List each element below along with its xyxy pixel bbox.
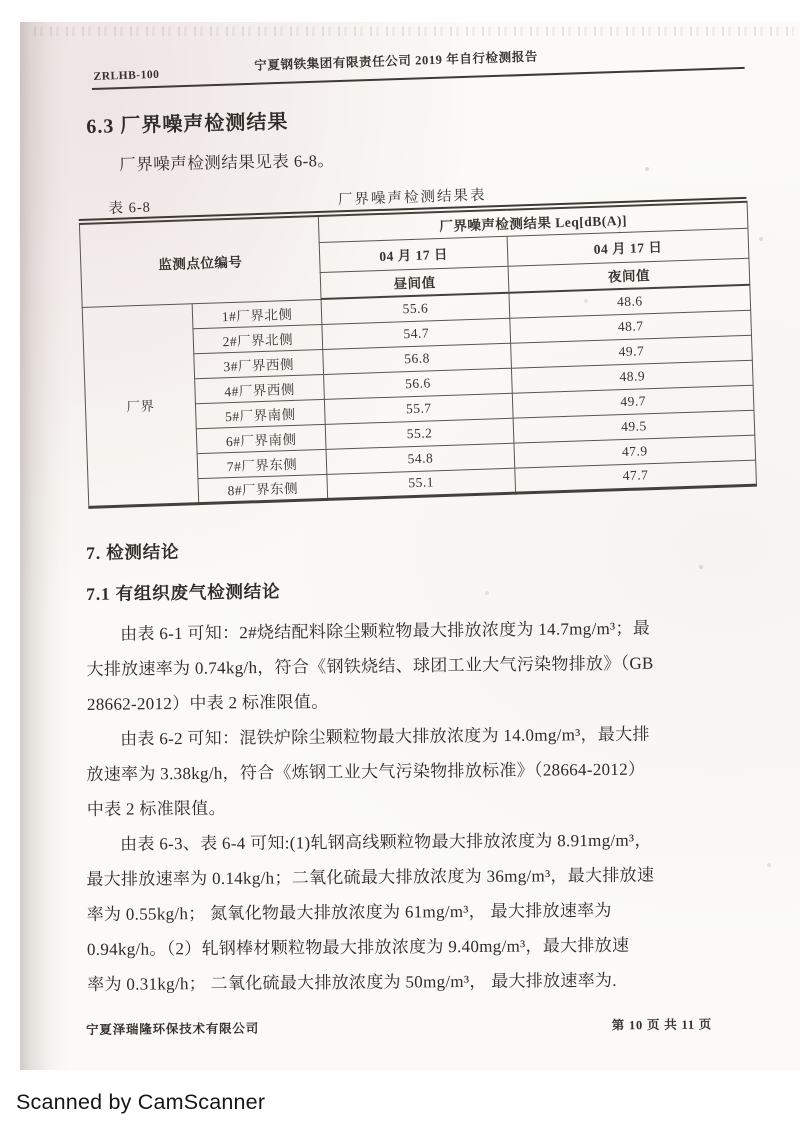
noise-table-block (78, 174, 756, 508)
point-cell: 7#厂界东侧 (197, 449, 327, 478)
footer-company-name: 宁夏泽瑞隆环保技术有限公司 (86, 1021, 260, 1037)
conclusion-paragraph-1: 由表 6-1 可知：2#烧结配料除尘颗粒物最大排放浓度为 14.7mg/m³；最 大排放速率为 0.74kg/h，符合《钢铁烧结、球团工业大气污染物排放》（GB 28662-2012）中表 2 标准限值。 (86, 618, 654, 714)
point-cell: 4#厂界西侧 (195, 374, 325, 403)
point-cell: 2#厂界北侧 (193, 324, 323, 353)
night-value-cell: 47.9 (514, 435, 756, 468)
document-code: ZRLHB-100 (93, 68, 160, 83)
day-value-cell: 55.6 (321, 293, 510, 324)
point-cell: 8#厂界东侧 (198, 474, 328, 503)
point-cell: 5#厂界南侧 (195, 399, 325, 428)
point-cell: 3#厂界西侧 (194, 349, 324, 378)
day-value-cell: 56.6 (324, 368, 513, 399)
group-header-cell: 厂界噪声检测结果 Leq[dB(A)] (318, 202, 748, 242)
day-value-cell: 54.8 (326, 443, 515, 474)
day-subheader-cell: 昼间值 (320, 266, 509, 299)
day-value-cell: 55.1 (327, 468, 516, 499)
date-day-header-cell: 04 月 17 日 (319, 236, 508, 272)
scan-specks (0, 0, 2, 2)
row-group-label: 厂界 (82, 303, 199, 507)
section-7-heading: 7. 检测结论 (86, 541, 180, 563)
night-value-cell: 49.7 (512, 385, 754, 418)
day-value-cell: 56.8 (323, 343, 512, 374)
table-caption-title: 厂界噪声检测结果表 (337, 187, 487, 209)
conclusion-paragraph-2: 由表 6-2 可知：混铁炉除尘颗粒物最大排放浓度为 14.0mg/m³，最大排 放速率为 3.38kg/h，符合《炼钢工业大气污染物排放标准》（28664-2012） 中表 2 标准限值。 (86, 724, 650, 819)
night-value-cell: 49.5 (513, 410, 755, 443)
day-value-cell: 55.7 (324, 393, 513, 424)
date-night-header-cell: 04 月 17 日 (507, 228, 749, 266)
night-value-cell: 49.7 (511, 335, 753, 368)
section-6-3-heading: 6.3 厂界噪声检测结果 (86, 111, 289, 138)
day-value-cell: 55.2 (325, 418, 514, 449)
night-value-cell: 47.7 (515, 460, 757, 493)
point-cell: 1#厂界北侧 (192, 299, 322, 328)
point-cell: 6#厂界南侧 (196, 424, 326, 453)
corner-header-cell: 监测点位编号 (79, 216, 321, 307)
night-value-cell: 48.9 (511, 360, 753, 393)
day-value-cell: 54.7 (322, 318, 511, 349)
camscanner-watermark: Scanned by CamScanner (16, 1090, 266, 1114)
section-7-1-heading: 7.1 有组织废气检测结论 (86, 581, 281, 604)
conclusion-paragraph-3: 由表 6-3、表 6-4 可知:(1)轧钢高线颗粒物最大排放浓度为 8.91mg/m³， 最大排放速率为 0.14kg/h；二氧化硫最大排放浓度为 36mg/m³，最大排放速 率为 0.55kg/h； 氮氧化物最大排放浓度为 61mg/m³， 最大排放速率为 0.94kg/h。（2）轧钢棒材颗粒物最大排放浓度为 9.40mg/m³，最大排放速 率为 0.31kg/h； 二氧化硫最大排放浓度为 50mg/m³， 最大排放速率为. (86, 830, 655, 994)
table-caption-label: 表 6-8 (108, 199, 152, 217)
footer-page-number: 第 10 页 共 11 页 (611, 1017, 713, 1033)
header-report-title: 宁夏钢铁集团有限责任公司 2019 年自行检测报告 (254, 49, 539, 73)
night-value-cell: 48.6 (509, 285, 751, 318)
night-value-cell: 48.7 (510, 310, 752, 343)
section-6-3-intro-text: 厂界噪声检测结果见表 6-8。 (119, 150, 335, 175)
night-subheader-cell: 夜间值 (508, 258, 750, 293)
noise-results-table (79, 201, 757, 509)
